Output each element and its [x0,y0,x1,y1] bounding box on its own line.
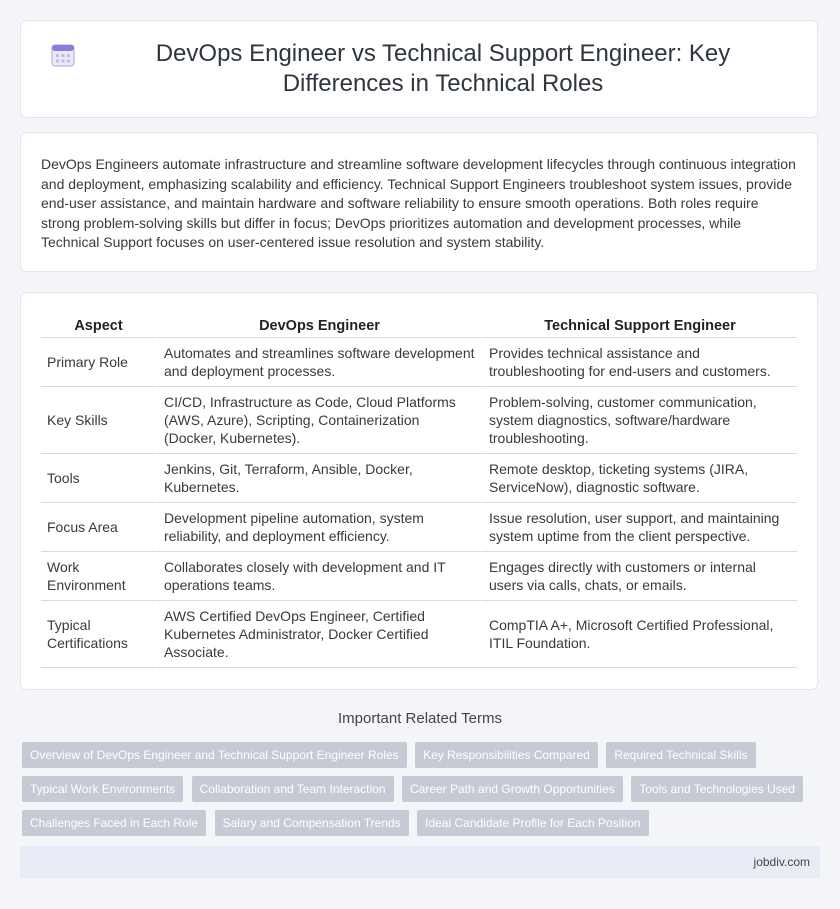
table-row [41,601,797,668]
related-term-tag[interactable]: Typical Work Environments [22,776,183,802]
row-devops: Jenkins, Git, Terraform, Ansible, Docker, Kubernetes. [156,454,481,503]
related-term-tag[interactable]: Key Responsibilities Compared [415,742,598,768]
row-aspect: Typical Certifications [41,601,156,668]
row-devops: AWS Certified DevOps Engineer, Certified Kubernetes Administrator, Docker Certified Associate. [156,601,481,668]
row-devops: Automates and streamlines software development and deployment processes. [156,338,481,387]
header-support: Technical Support Engineer [481,313,797,338]
row-aspect: Tools [41,454,156,503]
intro-paragraph: DevOps Engineers automate infrastructure and streamline software development lifecycles through continuous integration and deployment, emphasizing scalability and efficiency. Technical Support Engineers troubleshoot system issues, provide end-user assistance, and maintain hardware and software reliability to ensure smooth operations. Both roles require strong problem-solving skills but differ in focus; DevOps prioritizes automation and development processes, while Technical Support focuses on user-centered issue resolution and system stability. [41,156,796,251]
related-term-tag[interactable]: Required Technical Skills [606,742,755,768]
footer [20,846,820,878]
row-devops: Collaborates closely with development and IT operations teams. [156,552,481,601]
related-terms-title: Important Related Terms [338,710,502,727]
calendar-icon [49,41,77,69]
row-aspect: Primary Role [41,338,156,387]
row-aspect: Key Skills [41,387,156,454]
row-support: Remote desktop, ticketing systems (JIRA, ServiceNow), diagnostic software. [481,454,797,503]
header-aspect: Aspect [41,313,156,338]
table-row [41,503,797,552]
comparison-table [41,313,797,668]
related-term-tag[interactable]: Career Path and Growth Opportunities [402,776,623,802]
header-card [20,20,818,118]
row-support: Issue resolution, user support, and maintaining system uptime from the client perspective. [481,503,797,552]
comparison-card [20,292,818,690]
related-term-tag[interactable]: Challenges Faced in Each Role [22,810,206,836]
row-support: Provides technical assistance and troubleshooting for end-users and customers. [481,338,797,387]
related-term-tag[interactable]: Ideal Candidate Profile for Each Position [417,810,648,836]
table-row [41,454,797,503]
header-devops: DevOps Engineer [156,313,481,338]
intro-card [20,132,818,272]
row-devops: Development pipeline automation, system reliability, and deployment efficiency. [156,503,481,552]
related-terms-list [22,742,822,844]
page-title: DevOps Engineer vs Technical Support Engineer: Key Differences in Technical Roles [155,40,731,97]
row-aspect: Work Environment [41,552,156,601]
table-row [41,338,797,387]
row-support: CompTIA A+, Microsoft Certified Professional, ITIL Foundation. [481,601,797,668]
row-support: Problem-solving, customer communication, system diagnostics, software/hardware troubleshooting. [481,387,797,454]
table-header-row [41,313,797,338]
related-term-tag[interactable]: Salary and Compensation Trends [215,810,409,836]
row-support: Engages directly with customers or internal users via calls, chats, or emails. [481,552,797,601]
row-devops: CI/CD, Infrastructure as Code, Cloud Platforms (AWS, Azure), Scripting, Containerization (Docker, Kubernetes). [156,387,481,454]
related-term-tag[interactable]: Collaboration and Team Interaction [192,776,394,802]
table-row [41,552,797,601]
related-term-tag[interactable]: Tools and Technologies Used [631,776,803,802]
table-row [41,387,797,454]
related-term-tag[interactable]: Overview of DevOps Engineer and Technical Support Engineer Roles [22,742,407,768]
footer-site-link[interactable]: jobdiv.com [753,855,810,869]
row-aspect: Focus Area [41,503,156,552]
